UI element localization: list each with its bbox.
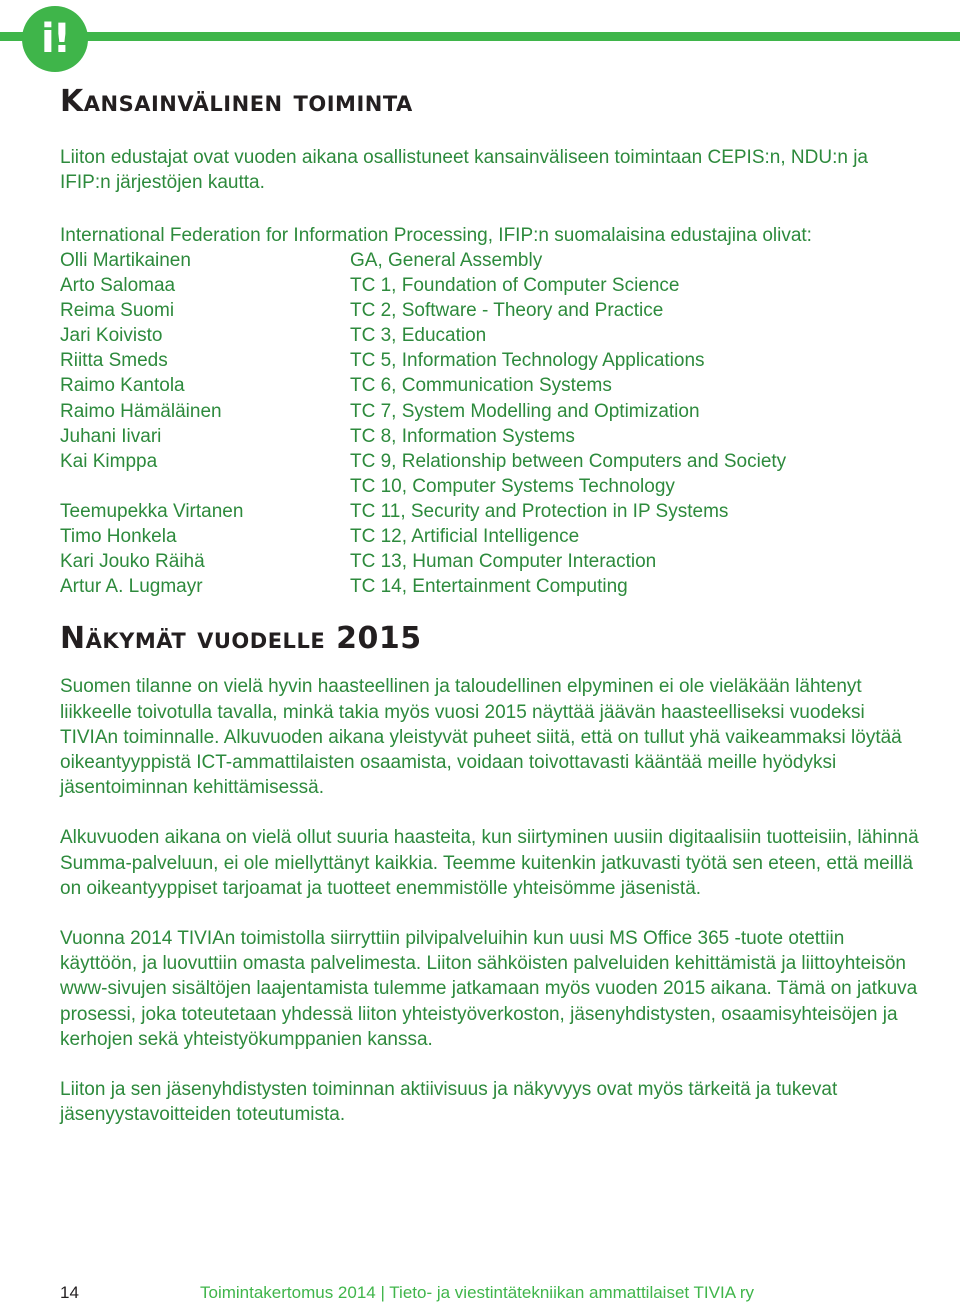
member-row [60,298,920,323]
member-role: TC 6, Communication Systems [350,375,612,397]
member-name: Timo Honkela [60,526,177,548]
member-role: TC 1, Foundation of Computer Science [350,275,680,297]
member-role: TC 3, Education [350,325,487,347]
member-row [60,549,920,574]
member-row [60,524,920,549]
member-row [60,424,920,449]
member-role: TC 5, Information Technology Applications [350,350,705,372]
outlook-paragraph: Suomen tilanne on vielä hyvin haasteellinen ja taloudellinen elpyminen ei ole vieläkään lähtenyt liikkeelle toivotulla tavalla, minkä takia myös vuosi 2015 näyttää jäävän haasteelliseksi vuodeksi TIVIAn toiminnalle. Alkuvuoden aikana yleistyvät puheet siitä, että on tullut yhä vaikeammaksi löytää oikeantyyppistä ICT-ammattilaisten osaamista, voidaan toivottavasti kääntää meille hyödyksi jäsentoiminnan kehittämisessä. [60,676,902,799]
member-row [60,348,920,373]
header-bar [0,32,960,41]
member-role: TC 10, Computer Systems Technology [350,475,675,497]
footer-text: Toimintakertomus 2014 | Tieto- ja viestintätekniikan ammattilaiset TIVIA ry [200,1283,755,1302]
member-name: Kai Kimppa [60,450,158,472]
member-row [60,273,920,298]
member-name: Reima Suomi [60,300,175,322]
member-role: TC 2, Software - Theory and Practice [350,300,664,322]
outlook-paragraph: Liiton ja sen jäsenyhdistysten toiminnan aktiivisuus ja näkyvyys ovat myös tärkeitä ja tukevat jäsenyystavoitteiden toteutumista. [60,1078,838,1126]
member-name: Raimo Hämäläinen [60,400,222,422]
tivia-logo [22,6,88,72]
member-name: Juhani Iivari [60,425,162,447]
page-content [60,84,920,1152]
member-role: TC 12, Artificial Intelligence [350,526,580,548]
member-row [60,474,920,499]
member-role: TC 13, Human Computer Interaction [350,551,657,573]
member-name: Artur A. Lugmayr [60,576,203,598]
member-row [60,399,920,424]
member-role: TC 9, Relationship between Computers and Society [350,450,787,472]
member-role: GA, General Assembly [350,250,543,271]
member-name: Jari Koivisto [60,325,163,347]
logo-text: i! [41,16,69,62]
member-role: TC 7, System Modelling and Optimization [350,400,700,422]
outlook-paragraph: Alkuvuoden aikana on vielä ollut suuria haasteita, kun siirtyminen uusiin digitaalisiin tuotteisiin, lähinnä Summa-palveluun, ei ole miellyttänyt kaikkia. Teemme kuitenkin jatkuvasti työtä sen eteen, että meillä on oikeantyyppiset tarjoamat ja tuotteet enemmistölle yhteisömme jäsenistä. [60,827,919,899]
member-row [60,574,920,599]
member-role: TC 14, Entertainment Computing [350,576,628,598]
ifip-members-list [60,248,920,599]
member-row [60,499,920,524]
member-name: Olli Martikainen [60,250,191,271]
section-title-international: Kansainvälinen toiminta [60,84,413,119]
member-name [60,474,350,499]
member-row [60,373,920,398]
member-name: Teemupekka Virtanen [60,500,244,522]
section-title-outlook: Näkymät vuodelle 2015 [60,621,422,657]
member-role: TC 8, Information Systems [350,425,575,447]
member-name: Riitta Smeds [60,350,168,372]
member-name: Kari Jouko Räihä [60,551,205,573]
member-row [60,449,920,474]
member-role: TC 11, Security and Protection in IP Systems [350,500,729,522]
member-row [60,248,920,273]
outlook-paragraph: Vuonna 2014 TIVIAn toimistolla siirryttiin pilvipalveluihin kun uusi MS Office 365 -tuote otettiin käyttöön, ja luovuttiin omasta palvelimesta. Liiton sähköisten palveluiden kehittämistä ja liittoyhteisön www-sivujen sisältöjen laajentamista tulemme jatkamaan myös vuoden 2015 aikana. Tämä on jatkuva prosessi, joka toteutetaan yhdessä liiton yhteistyöverkoston, jäsenyhdistysten, osaamisyhteisöjen ja kerhojen sekä yhteistyökumppanien kanssa. [60,927,918,1050]
international-intro [60,145,920,248]
member-name: Arto Salomaa [60,275,176,297]
intro-paragraph: Liiton edustajat ovat vuoden aikana osallistuneet kansainväliseen toimintaan CEPIS:n, NDU:n ja IFIP:n järjestöjen kautta. [60,147,868,193]
page-number: 14 [60,1283,79,1302]
member-row [60,323,920,348]
ifip-intro-paragraph: International Federation for Information Processing, IFIP:n suomalaisina edustajina olivat: [60,225,812,246]
outlook-text [60,674,920,1127]
member-name: Raimo Kantola [60,375,185,397]
